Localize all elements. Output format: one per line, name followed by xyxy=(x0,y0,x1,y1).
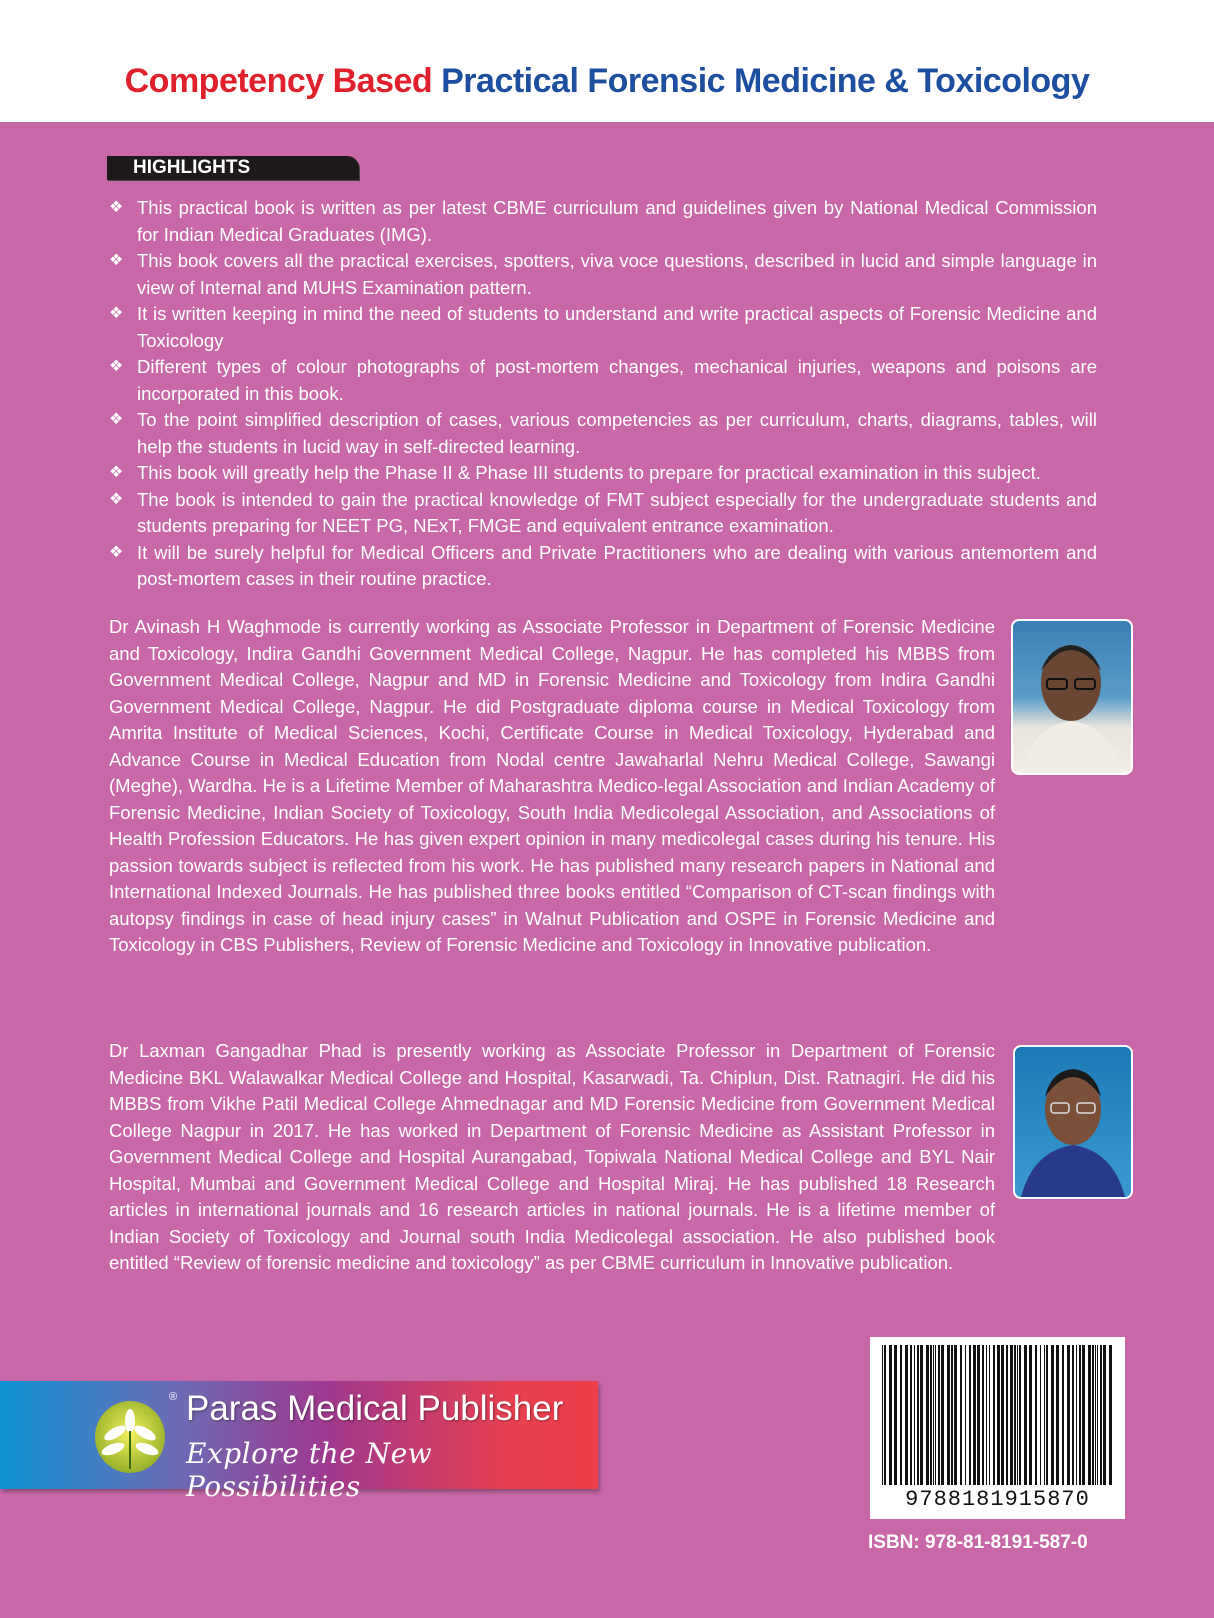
barcode-bar xyxy=(989,1345,990,1485)
bullet-icon: ❖ xyxy=(109,358,124,375)
barcode-bar xyxy=(1056,1345,1059,1485)
barcode-bar xyxy=(935,1345,936,1485)
barcode-bar xyxy=(1092,1345,1094,1485)
barcode-bar xyxy=(941,1345,944,1485)
barcode-bar xyxy=(1006,1345,1008,1485)
barcode-bar xyxy=(889,1345,892,1485)
barcode-bar xyxy=(1010,1345,1013,1485)
barcode-bar xyxy=(920,1345,923,1485)
barcode-bars xyxy=(882,1345,1112,1485)
barcode-bar xyxy=(1029,1345,1032,1485)
barcode-bar xyxy=(986,1345,987,1485)
barcode-bar xyxy=(1051,1345,1054,1485)
barcode-bar xyxy=(938,1345,940,1485)
barcode-bar xyxy=(1062,1345,1064,1485)
list-item: ❖ To the point simplified description of cases, various competencies as per curriculum, charts, diagrams, tables, will help the students in lucid way in self-directed learning. xyxy=(109,409,1097,457)
barcode-bar xyxy=(973,1345,976,1485)
barcode-bar xyxy=(954,1345,957,1485)
list-item: ❖ The book is intended to gain the practical knowledge of FMT subject especially for the undergraduate students and students preparing for NEET PG, NExT, FMGE and equivalent entrance examination. xyxy=(109,488,1097,536)
barcode-bar xyxy=(1097,1345,1098,1485)
highlights-label: HIGHLIGHTS xyxy=(107,156,359,180)
isbn: ISBN: 978-81-8191-587-0 xyxy=(868,1532,1088,1553)
barcode-bar xyxy=(1040,1345,1041,1485)
author-photo-2 xyxy=(1013,1045,1133,1199)
barcode-bar xyxy=(965,1345,966,1485)
barcode-bar xyxy=(1103,1345,1106,1485)
barcode-bar xyxy=(947,1345,950,1485)
barcode-bar xyxy=(1024,1345,1027,1485)
barcode-bar xyxy=(926,1345,929,1485)
barcode-bar xyxy=(1046,1345,1048,1485)
barcode-bar xyxy=(1088,1345,1091,1485)
list-item: ❖ This book will greatly help the Phase II & Phase III students to prepare for practical examination in this subject. xyxy=(107,460,1097,487)
barcode-bar xyxy=(1019,1345,1021,1485)
barcode-bar xyxy=(882,1345,883,1485)
bullet-icon: ❖ xyxy=(109,543,124,561)
barcode-bar xyxy=(900,1345,902,1485)
barcode-bar xyxy=(1095,1345,1096,1485)
barcode-number: 9788181915870 xyxy=(905,1487,1090,1512)
barcode-bar xyxy=(910,1345,912,1485)
barcode-bar xyxy=(951,1345,953,1485)
barcode-bar xyxy=(1017,1345,1018,1485)
bullet-icon: ❖ xyxy=(109,305,124,322)
barcode-bar xyxy=(1067,1345,1070,1485)
barcode-bar xyxy=(905,1345,908,1485)
barcode-bar xyxy=(1072,1345,1074,1485)
title-band xyxy=(0,0,1214,122)
title-red: Competency Based xyxy=(124,62,433,100)
barcode-bar xyxy=(1100,1345,1102,1485)
publisher-banner xyxy=(0,1381,598,1503)
list-item: ❖ This book covers all the practical exercises, spotters, viva voce questions, described in lucid and simple language in view of Internal and MUHS Examination pattern. xyxy=(109,250,1097,298)
barcode-bar xyxy=(997,1345,1000,1485)
barcode-bar xyxy=(1001,1345,1004,1485)
barcode-bar xyxy=(1079,1345,1081,1485)
barcode-bar xyxy=(884,1345,886,1485)
barcode-bar xyxy=(930,1345,932,1485)
barcode-bar xyxy=(1076,1345,1077,1485)
list-item: ❖ Different types of colour photographs of post-mortem changes, mechanical injuries, weapons and poisons are incorporated in this book. xyxy=(109,356,1097,404)
bullet-icon: ❖ xyxy=(109,199,124,216)
title-blue: Practical Forensic Medicine & Toxicology xyxy=(441,62,1090,100)
barcode-bar xyxy=(1014,1345,1016,1485)
barcode-bar xyxy=(977,1345,980,1485)
highlights-list xyxy=(107,195,1097,593)
author-bio-2: Dr Laxman Gangadhar Phad is presently working as Associate Professor in Department of Forensic Medicine BKL Walawalkar Medical College and Hospital, Kasarwadi, Ta. Chiplun, Dist. Ratnagiri. He did his MBBS from Vikhe Patil Medical College Ahmednagar and MD Forensic Medicine from Government Medical College Nagpur in 2017. He has worked in Department of Forensic Medicine as Assistant Professor in Government Medical College and Hospital Aurangabad, Topiwala National Medical College and BYL Nair Hospital, Mumbai and Government Medical College and Hospital Miraj. He has published 18 Research articles in international journals and 16 research articles in national journals. He is a lifetime member of Indian Society of Toxicology and Journal south India Medicolegal association. He also published book entitled “Review of forensic medicine and toxicology” as per CBME curriculum in Innovative publication. xyxy=(109,1040,995,1273)
barcode-bar xyxy=(969,1345,971,1485)
portrait-icon xyxy=(1015,1047,1131,1197)
barcode-bar xyxy=(960,1345,962,1485)
barcode-bar xyxy=(1035,1345,1037,1485)
publisher-logo-icon xyxy=(95,1401,165,1473)
author-bio-1: Dr Avinash H Waghmode is currently working as Associate Professor in Department of Forensic Medicine and Toxicology, Indira Gandhi Government Medical College, Nagpur. He has completed his MBBS from Government Medical College, Nagpur and MD in Forensic Medicine and Toxicology from Indira Gandhi Government Medical College, Nagpur. He did Postgraduate diploma course in Medical Toxicology from Amrita Institute of Medical Sciences, Kochi, Certificate Course in Medical Toxicology, Hyderabad and Advance Course in Medical Education from Nodal centre Jawaharlal Nehru Medical College, Sawangi (Meghe), Wardha. He is a Lifetime Member of Maharashtra Medico-legal Association and Indian Academy of Forensic Medicine, Indian Society of Toxicology, South India Medicolegal Association, and Associations of Health Profession Educators. He has given expert opinion in many medicolegal cases during his tenure. His passion towards subject is reflected from his work. He has published many research papers in National and International Indexed Journals. He has published three books entitled “Comparison of CT-scan findings with autopsy findings in case of head injury cases” in Walnut Publication and OSPE in Forensic Medicine and Toxicology in CBS Publishers, Review of Forensic Medicine and Toxicology in Innovative publication. xyxy=(109,616,995,955)
barcode-bar xyxy=(993,1345,995,1485)
author-photo-1 xyxy=(1011,619,1133,775)
barcode-bar xyxy=(914,1345,915,1485)
bullet-icon: ❖ xyxy=(109,252,124,269)
list-item: ❖ This practical book is written as per latest CBME curriculum and guidelines given by National Medical Commission for Indian Medical Graduates (IMG). xyxy=(109,197,1097,245)
bullet-icon: ❖ xyxy=(109,464,124,481)
barcode-bar xyxy=(933,1345,934,1485)
barcode-bar xyxy=(982,1345,984,1485)
list-item: ❖ It is written keeping in mind the need of students to understand and write practical aspects of Forensic Medicine and Toxicology xyxy=(109,303,1097,351)
bullet-icon: ❖ xyxy=(109,411,124,428)
bullet-icon: ❖ xyxy=(109,490,124,508)
portrait-icon xyxy=(1013,621,1131,773)
publisher-tagline: Explore the New Possibilities xyxy=(186,1437,433,1503)
barcode-bar xyxy=(1109,1345,1112,1485)
barcode xyxy=(870,1337,1125,1519)
list-item: ❖ It will be surely helpful for Medical Officers and Private Practitioners who are dealing with various antemortem and post-mortem cases in their routine practice. xyxy=(109,541,1097,589)
registered-mark: ® xyxy=(169,1391,178,1403)
barcode-bar xyxy=(1082,1345,1085,1485)
publisher-name: Paras Medical Publisher xyxy=(186,1389,564,1428)
barcode-bar xyxy=(894,1345,897,1485)
barcode-bar xyxy=(1044,1345,1045,1485)
barcode-bar xyxy=(917,1345,919,1485)
book-title xyxy=(0,62,1214,101)
